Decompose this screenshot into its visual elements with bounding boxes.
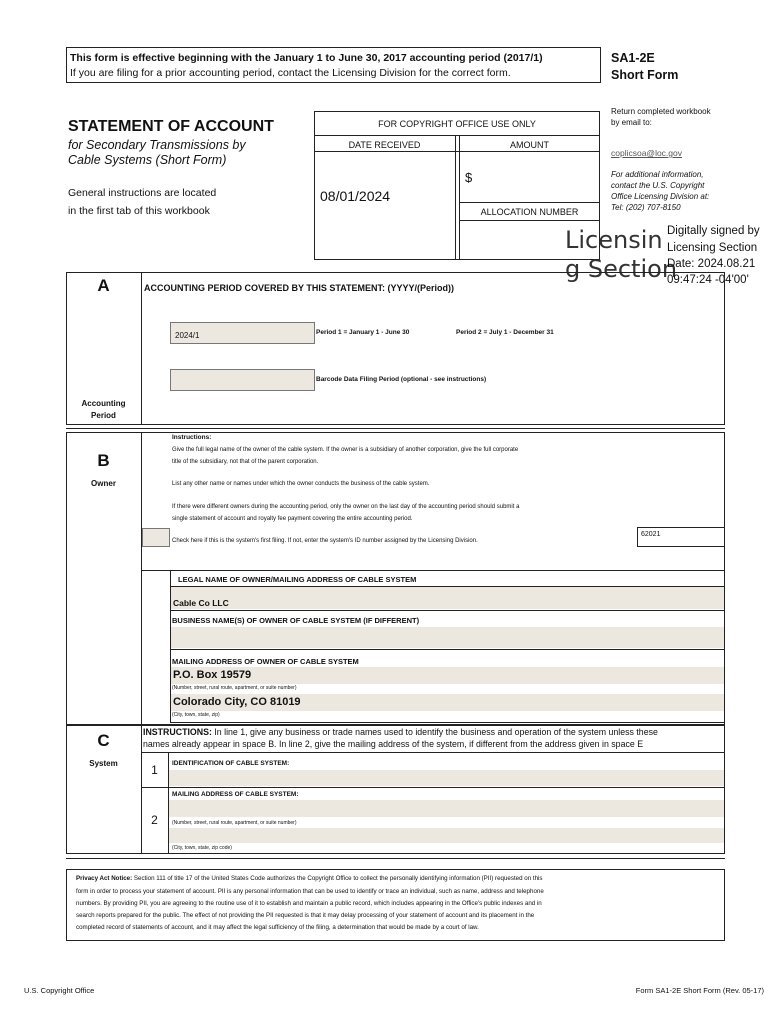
footer-right: Form SA1-2E Short Form (Rev. 05-17) — [635, 986, 764, 995]
system-address-line1-input[interactable] — [169, 800, 724, 817]
privacy-line1 — [76, 875, 543, 882]
return-info-line2: by email to: — [611, 118, 652, 127]
contact-info-line2: contact the U.S. Copyright — [611, 181, 705, 190]
page-title: STATEMENT OF ACCOUNT — [68, 118, 274, 135]
legal-name-label: LEGAL NAME OF OWNER/MAILING ADDRESS OF CABLE SYSTEM — [178, 575, 417, 584]
identification-label: IDENTIFICATION OF CABLE SYSTEM: — [172, 760, 290, 767]
system-mailing-label: MAILING ADDRESS OF CABLE SYSTEM: — [172, 791, 299, 798]
address-line2-value: Colorado City, CO 81019 — [173, 696, 301, 708]
contact-info-line3: Office Licensing Division at: — [611, 192, 710, 201]
system-address-line2-input[interactable] — [169, 828, 724, 843]
instructions-3b: single statement of account and royalty fee payment covering the entire accounting period. — [172, 516, 413, 522]
instructions-title: Instructions: — [172, 434, 212, 441]
business-names-input[interactable] — [171, 627, 724, 648]
date-received-value[interactable]: 08/01/2024 — [320, 188, 391, 204]
signature-detail-line3: Date: 2024.08.21 — [667, 258, 756, 270]
date-received-label: DATE RECEIVED — [348, 140, 421, 150]
first-filing-checkbox[interactable] — [142, 528, 170, 547]
accounting-period-value: 2024/1 — [175, 331, 200, 340]
return-email-link[interactable]: coplicsoa@loc.gov — [611, 148, 682, 158]
signature-detail-line1: Digitally signed by — [667, 225, 760, 237]
contact-info-line4: Tel: (202) 707-8150 — [611, 203, 681, 212]
system-address-hint2: (City, town, state, zip code) — [172, 845, 232, 851]
address-line1-input[interactable] — [171, 667, 724, 684]
subtitle-line1: for Secondary Transmissions by — [68, 138, 246, 152]
section-c-instructions-line2: names already appear in space B. In line 2, give the mailing address of the system, if different from the address given in space E — [143, 739, 644, 749]
legal-name-input[interactable] — [171, 587, 724, 609]
system-id-field[interactable] — [637, 527, 725, 547]
section-a-label-1: Accounting — [81, 399, 126, 408]
address-line1-hint: (Number, street, rural route, apartment, or suite number) — [172, 685, 297, 691]
accounting-period-input[interactable] — [170, 322, 315, 344]
section-b-letter: B — [97, 451, 110, 470]
allocation-number-label: ALLOCATION NUMBER — [480, 207, 579, 217]
identification-input[interactable] — [169, 770, 724, 786]
privacy-line4: search reports prepared for the public. The effect of not providing the PII requested is that it may delay processing of your statement of account and its placement in the — [76, 912, 535, 919]
general-instructions-line2: in the first tab of this workbook — [68, 205, 210, 217]
form-code: SA1-2E — [611, 51, 655, 65]
amount-value[interactable]: $ — [465, 170, 473, 185]
office-use-box — [314, 111, 600, 260]
line-2-number: 2 — [151, 813, 158, 827]
signature-name-large-1: Licensin — [565, 226, 663, 254]
privacy-line3: numbers. By providing PII, you are agreeing to the routine use of it to establish and maintain a public record, which includes appearing in the Office's public indexes and in — [76, 900, 542, 907]
effective-notice-line2: If you are filing for a prior accounting period, contact the Licensing Division for the correct form. — [70, 67, 511, 79]
footer-left: U.S. Copyright Office — [24, 986, 95, 995]
signature-name-large-2: g Section — [565, 255, 678, 283]
office-use-heading: FOR COPYRIGHT OFFICE USE ONLY — [378, 119, 536, 129]
barcode-period-label: Barcode Data Filing Period (optional - see instructions) — [316, 376, 487, 383]
signature-detail-line4: 09:47:24 -04'00' — [667, 274, 749, 286]
subtitle-line2: Cable Systems (Short Form) — [68, 153, 227, 167]
line-1-number: 1 — [151, 763, 158, 777]
amount-label: AMOUNT — [510, 140, 549, 150]
section-c-instructions-rest: In line 1, give any business or trade names used to identify the business and operation of the system unless these — [211, 727, 658, 737]
section-a-letter: A — [97, 276, 110, 295]
instructions-3a: If there were different owners during the accounting period, only the owner on the last day of the accounting period should submit a — [172, 504, 520, 510]
general-instructions-line1: General instructions are located — [68, 187, 217, 199]
contact-info-line1: For additional information, — [611, 170, 704, 179]
first-filing-text: Check here if this is the system's first filing. If not, enter the system's ID number assigned by the Licensing Division. — [172, 538, 478, 544]
privacy-text-1: Section 111 of title 17 of the United States Code authorizes the Copyright Office to collect the personally identifying information (PII) requested on this — [132, 875, 543, 882]
instructions-1b: title of the subsidiary, not that of the parent corporation. — [172, 459, 319, 465]
address-line1-value: P.O. Box 19579 — [173, 669, 252, 681]
system-address-hint1: (Number, street, rural route, apartment, or suite number) — [172, 820, 297, 826]
address-line2-input[interactable] — [171, 694, 724, 711]
section-c-instructions-line1 — [143, 727, 658, 737]
section-c-instructions-bold: INSTRUCTIONS: — [143, 727, 212, 737]
instructions-2: List any other name or names under which the owner conducts the business of the cable system. — [172, 481, 430, 487]
barcode-period-input[interactable] — [170, 369, 315, 391]
privacy-line5: completed record of statements of account, and it may affect the legal sufficiency of the filing, a determination that would be made by a court of law. — [76, 924, 479, 931]
section-b-label: Owner — [91, 479, 116, 488]
business-names-label: BUSINESS NAME(S) OF OWNER OF CABLE SYSTEM (IF DIFFERENT) — [172, 616, 420, 625]
effective-notice-line1: This form is effective beginning with the January 1 to June 30, 2017 accounting period (2017/1) — [70, 52, 543, 64]
section-c-label: System — [89, 759, 118, 768]
privacy-title: Privacy Act Notice: — [76, 875, 133, 882]
system-id-value: 62021 — [641, 531, 661, 538]
return-info-line1: Return completed workbook — [611, 107, 711, 116]
section-a-label-2: Period — [91, 411, 116, 420]
signature-detail-line2: Licensing Section — [667, 242, 758, 254]
address-line2-hint: (City, town, state, zip) — [172, 712, 220, 718]
accounting-period-heading: ACCOUNTING PERIOD COVERED BY THIS STATEMENT: (YYYY/(Period)) — [144, 283, 455, 293]
section-a — [66, 272, 725, 425]
mailing-address-label: MAILING ADDRESS OF OWNER OF CABLE SYSTEM — [172, 657, 359, 666]
form-type: Short Form — [611, 68, 679, 82]
section-c-letter: C — [97, 731, 110, 750]
period-1-note: Period 1 = January 1 - June 30 — [316, 329, 410, 336]
legal-name-value: Cable Co LLC — [173, 598, 229, 608]
instructions-1a: Give the full legal name of the owner of the cable system. If the owner is a subsidiary of another corporation, give the full corporate — [172, 447, 519, 453]
privacy-line2: form in order to process your statement of account. PII is any personal information that can be used to identify or trace an individual, such as name, address and telephone — [76, 888, 544, 895]
period-2-note: Period 2 = July 1 - December 31 — [456, 329, 554, 336]
